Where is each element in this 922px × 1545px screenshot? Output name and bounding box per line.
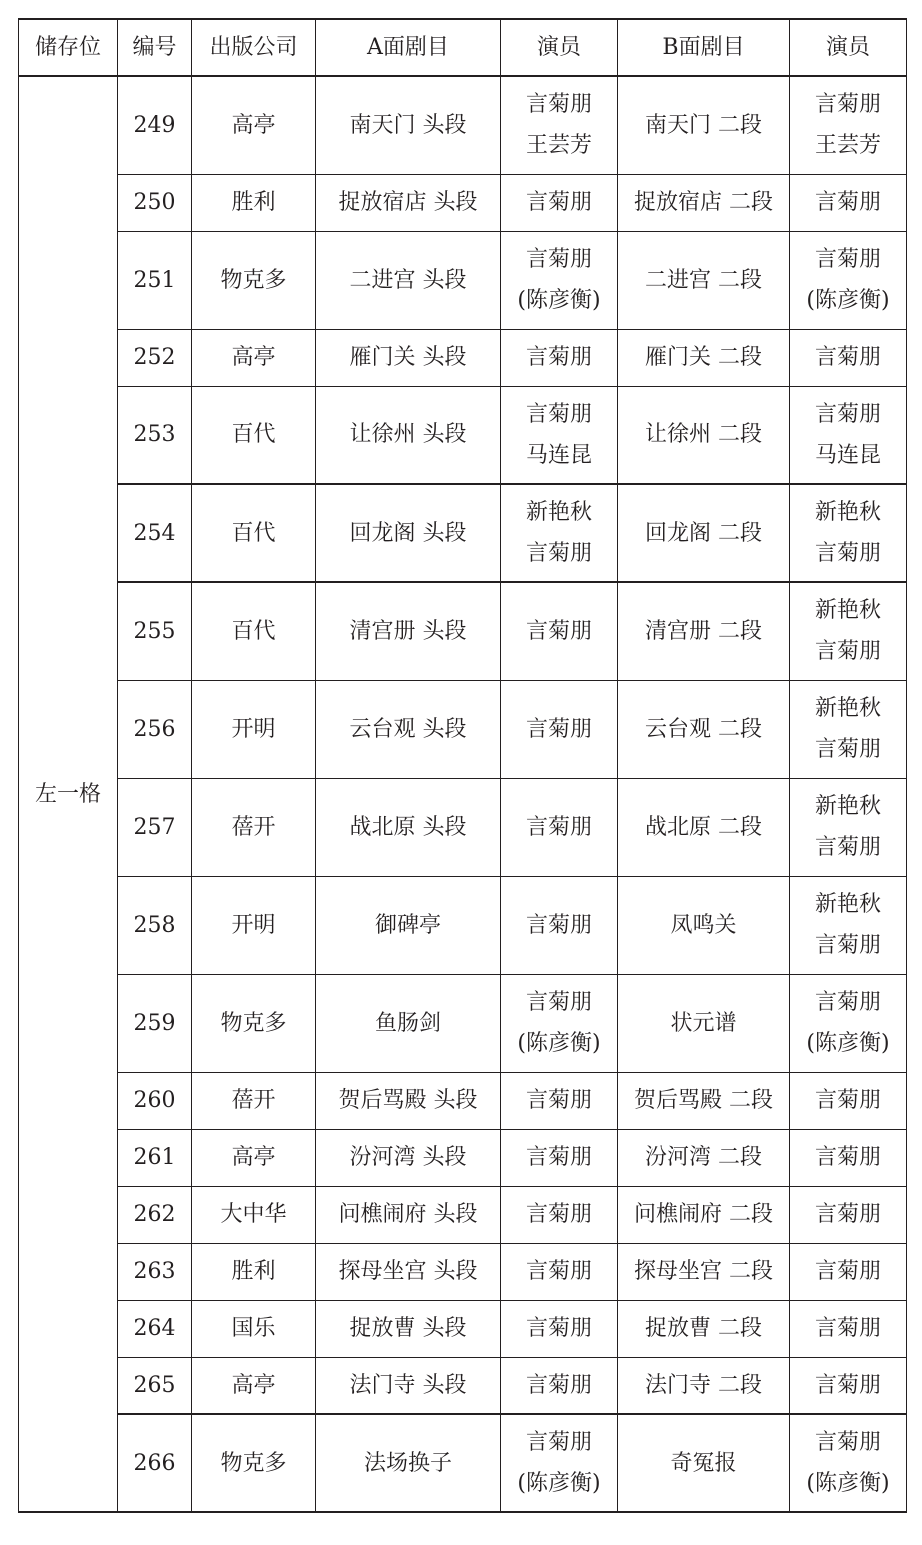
publisher: 物克多 — [192, 1414, 316, 1512]
actor-name: 言菊朋 — [525, 1316, 592, 1341]
side-a-actors — [501, 76, 618, 174]
side-a-actors — [501, 174, 618, 231]
actor-name: 言菊朋 — [814, 92, 881, 118]
publisher: 蓓开 — [192, 1072, 316, 1129]
actor-name: 言菊朋 — [814, 835, 881, 860]
actor-name: 言菊朋 — [814, 933, 881, 958]
actor-name: 言菊朋 — [525, 1430, 592, 1455]
record-number: 260 — [118, 1072, 192, 1129]
record-number: 249 — [118, 76, 192, 174]
publisher: 开明 — [192, 680, 316, 778]
table-row — [19, 386, 907, 484]
header-company: 出版公司 — [192, 19, 316, 76]
side-b-title: 奇冤报 — [618, 1414, 790, 1512]
table-row — [19, 680, 907, 778]
side-b-actors — [790, 582, 907, 680]
side-a-title: 云台观 头段 — [316, 680, 501, 778]
publisher: 蓓开 — [192, 778, 316, 876]
side-a-actors — [501, 1357, 618, 1414]
side-b-title: 汾河湾 二段 — [618, 1129, 790, 1186]
side-b-actors — [790, 76, 907, 174]
actor-name: (陈彦衡) — [806, 1031, 890, 1056]
side-b-title: 捉放宿店 二段 — [618, 174, 790, 231]
header-side-b-actors: 演员 — [790, 19, 907, 76]
side-a-title: 御碑亭 — [316, 876, 501, 974]
actor-name: 言菊朋 — [814, 1430, 881, 1455]
actor-name: 言菊朋 — [525, 541, 592, 566]
record-number: 261 — [118, 1129, 192, 1186]
side-b-actors — [790, 778, 907, 876]
actor-name: 言菊朋 — [525, 247, 592, 272]
table-row — [19, 1300, 907, 1357]
actor-name: 新艳秋 — [525, 500, 592, 525]
record-number: 259 — [118, 974, 192, 1072]
record-table — [18, 18, 907, 1513]
side-a-actors — [501, 484, 618, 582]
side-a-actors — [501, 1186, 618, 1243]
side-b-title: 战北原 二段 — [618, 778, 790, 876]
side-b-actors — [790, 1357, 907, 1414]
side-b-actors — [790, 1072, 907, 1129]
side-a-title: 鱼肠剑 — [316, 974, 501, 1072]
actor-name: (陈彦衡) — [517, 288, 601, 313]
actor-name: 言菊朋 — [525, 1088, 592, 1113]
side-b-actors — [790, 680, 907, 778]
table-row — [19, 484, 907, 582]
record-number: 255 — [118, 582, 192, 680]
side-a-title: 二进宫 头段 — [316, 231, 501, 329]
actor-name: 马连昆 — [814, 442, 881, 468]
side-a-title: 法场换子 — [316, 1414, 501, 1512]
record-number: 250 — [118, 174, 192, 231]
side-b-actors — [790, 1129, 907, 1186]
side-a-actors — [501, 876, 618, 974]
table-row — [19, 1414, 907, 1512]
side-a-title: 让徐州 头段 — [316, 386, 501, 484]
side-a-actors — [501, 974, 618, 1072]
actor-name: 言菊朋 — [814, 737, 881, 762]
record-number: 264 — [118, 1300, 192, 1357]
side-b-actors — [790, 231, 907, 329]
actor-name: 新艳秋 — [814, 696, 881, 721]
side-a-title: 汾河湾 头段 — [316, 1129, 501, 1186]
record-number: 253 — [118, 386, 192, 484]
record-number: 251 — [118, 231, 192, 329]
actor-name: 言菊朋 — [525, 716, 592, 742]
record-number: 262 — [118, 1186, 192, 1243]
actor-name: 马连昆 — [525, 442, 592, 468]
record-number: 266 — [118, 1414, 192, 1512]
side-a-actors — [501, 1129, 618, 1186]
actor-name: 言菊朋 — [525, 618, 592, 644]
actor-name: 新艳秋 — [814, 892, 881, 917]
table-row — [19, 876, 907, 974]
side-b-title: 探母坐宫 二段 — [618, 1243, 790, 1300]
actor-name: 言菊朋 — [525, 345, 592, 370]
side-b-actors — [790, 386, 907, 484]
side-a-actors — [501, 1072, 618, 1129]
side-b-actors — [790, 1186, 907, 1243]
actor-name: 言菊朋 — [814, 1259, 881, 1284]
actor-name: 言菊朋 — [814, 1088, 881, 1113]
actor-name: 言菊朋 — [814, 639, 881, 665]
side-a-actors — [501, 680, 618, 778]
side-a-title: 捉放曹 头段 — [316, 1300, 501, 1357]
side-b-title: 回龙阁 二段 — [618, 484, 790, 582]
actor-name: 言菊朋 — [814, 541, 881, 566]
actor-name: 王芸芳 — [525, 133, 592, 159]
table-row — [19, 1186, 907, 1243]
table-body — [19, 76, 907, 1512]
table-row — [19, 231, 907, 329]
side-b-title: 南天门 二段 — [618, 76, 790, 174]
publisher: 物克多 — [192, 974, 316, 1072]
side-a-title: 捉放宿店 头段 — [316, 174, 501, 231]
publisher: 开明 — [192, 876, 316, 974]
side-b-actors — [790, 484, 907, 582]
actor-name: (陈彦衡) — [517, 1471, 601, 1496]
side-a-title: 南天门 头段 — [316, 76, 501, 174]
publisher: 胜利 — [192, 174, 316, 231]
side-b-title: 贺后骂殿 二段 — [618, 1072, 790, 1129]
actor-name: 言菊朋 — [814, 190, 881, 215]
side-b-title: 云台观 二段 — [618, 680, 790, 778]
actor-name: 言菊朋 — [814, 345, 881, 370]
table-row — [19, 582, 907, 680]
header-side-a-title: A面剧目 — [316, 19, 501, 76]
actor-name: 言菊朋 — [525, 190, 592, 215]
table-row — [19, 329, 907, 386]
side-a-title: 清宫册 头段 — [316, 582, 501, 680]
record-number: 256 — [118, 680, 192, 778]
side-a-title: 雁门关 头段 — [316, 329, 501, 386]
record-number: 257 — [118, 778, 192, 876]
side-b-actors — [790, 1300, 907, 1357]
actor-name: 言菊朋 — [814, 1202, 881, 1227]
side-b-title: 问樵闹府 二段 — [618, 1186, 790, 1243]
actor-name: 新艳秋 — [814, 598, 881, 624]
side-a-actors — [501, 231, 618, 329]
publisher: 高亭 — [192, 1357, 316, 1414]
publisher: 高亭 — [192, 329, 316, 386]
side-b-title: 清宫册 二段 — [618, 582, 790, 680]
side-b-title: 雁门关 二段 — [618, 329, 790, 386]
header-side-a-actors: 演员 — [501, 19, 618, 76]
side-a-actors — [501, 582, 618, 680]
actor-name: (陈彦衡) — [517, 1031, 601, 1056]
publisher: 大中华 — [192, 1186, 316, 1243]
side-b-title: 二进宫 二段 — [618, 231, 790, 329]
side-a-actors — [501, 1300, 618, 1357]
table-row — [19, 974, 907, 1072]
publisher: 百代 — [192, 386, 316, 484]
actor-name: 王芸芳 — [814, 133, 881, 159]
actor-name: (陈彦衡) — [806, 1471, 890, 1496]
publisher: 胜利 — [192, 1243, 316, 1300]
side-b-actors — [790, 174, 907, 231]
header-number: 编号 — [118, 19, 192, 76]
table-row — [19, 1072, 907, 1129]
side-b-actors — [790, 974, 907, 1072]
actor-name: 言菊朋 — [814, 1372, 881, 1398]
record-number: 252 — [118, 329, 192, 386]
actor-name: 言菊朋 — [525, 814, 592, 840]
actor-name: 言菊朋 — [525, 1259, 592, 1284]
side-b-title: 捉放曹 二段 — [618, 1300, 790, 1357]
actor-name: 言菊朋 — [814, 990, 881, 1015]
side-b-actors — [790, 1414, 907, 1512]
actor-name: 言菊朋 — [814, 247, 881, 272]
side-a-title: 法门寺 头段 — [316, 1357, 501, 1414]
record-number: 258 — [118, 876, 192, 974]
side-b-title: 让徐州 二段 — [618, 386, 790, 484]
record-number: 265 — [118, 1357, 192, 1414]
side-a-actors — [501, 778, 618, 876]
record-number: 254 — [118, 484, 192, 582]
actor-name: 言菊朋 — [814, 401, 881, 427]
table-row — [19, 1129, 907, 1186]
side-a-actors — [501, 1243, 618, 1300]
side-a-title: 贺后骂殿 头段 — [316, 1072, 501, 1129]
actor-name: (陈彦衡) — [806, 288, 890, 313]
table-row — [19, 174, 907, 231]
side-b-actors — [790, 1243, 907, 1300]
actor-name: 言菊朋 — [525, 1202, 592, 1227]
table-row — [19, 1357, 907, 1414]
record-number: 263 — [118, 1243, 192, 1300]
publisher: 国乐 — [192, 1300, 316, 1357]
actor-name: 言菊朋 — [525, 990, 592, 1015]
header-row — [19, 19, 907, 76]
publisher: 高亭 — [192, 76, 316, 174]
table-row — [19, 1243, 907, 1300]
publisher: 百代 — [192, 484, 316, 582]
storage-location: 左一格 — [19, 76, 118, 1512]
side-b-title: 状元谱 — [618, 974, 790, 1072]
side-b-title: 法门寺 二段 — [618, 1357, 790, 1414]
side-a-actors — [501, 1414, 618, 1512]
side-b-title: 凤鸣关 — [618, 876, 790, 974]
actor-name: 言菊朋 — [525, 1145, 592, 1170]
side-b-actors — [790, 876, 907, 974]
table-row — [19, 76, 907, 174]
side-a-title: 问樵闹府 头段 — [316, 1186, 501, 1243]
actor-name: 言菊朋 — [525, 912, 592, 938]
actor-name: 新艳秋 — [814, 500, 881, 525]
side-b-actors — [790, 329, 907, 386]
header-location: 储存位 — [19, 19, 118, 76]
side-a-actors — [501, 386, 618, 484]
table-header — [19, 19, 907, 76]
table-row — [19, 778, 907, 876]
publisher: 高亭 — [192, 1129, 316, 1186]
side-a-title: 回龙阁 头段 — [316, 484, 501, 582]
header-side-b-title: B面剧目 — [618, 19, 790, 76]
actor-name: 言菊朋 — [525, 1372, 592, 1398]
actor-name: 言菊朋 — [525, 92, 592, 118]
publisher: 物克多 — [192, 231, 316, 329]
side-a-title: 战北原 头段 — [316, 778, 501, 876]
side-a-actors — [501, 329, 618, 386]
side-a-title: 探母坐宫 头段 — [316, 1243, 501, 1300]
actor-name: 言菊朋 — [814, 1145, 881, 1170]
actor-name: 言菊朋 — [814, 1316, 881, 1341]
actor-name: 新艳秋 — [814, 794, 881, 819]
actor-name: 言菊朋 — [525, 401, 592, 427]
publisher: 百代 — [192, 582, 316, 680]
